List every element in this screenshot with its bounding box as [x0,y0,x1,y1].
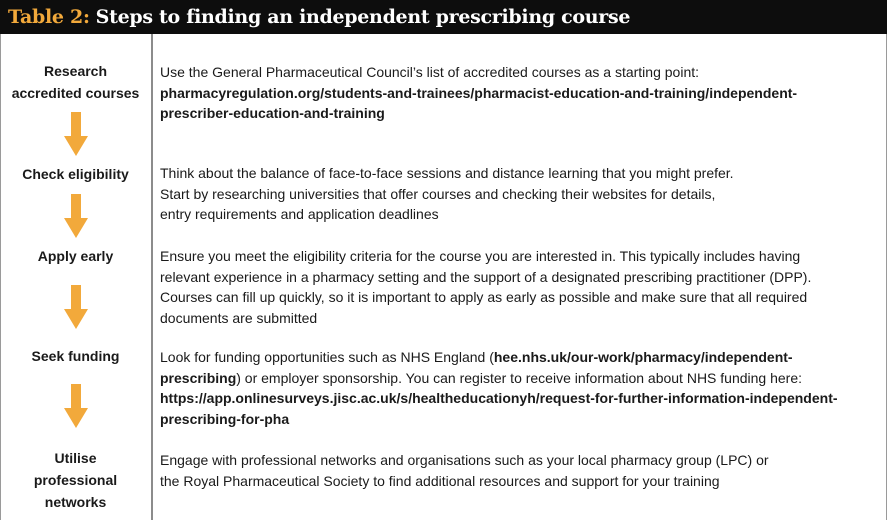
step-research-description [160,62,884,124]
step-seek-funding-description [160,347,884,429]
step-seek-funding [0,345,151,367]
step-utilise-networks [0,447,151,513]
description-line: Start by researching universities that offer courses and checking their websites for details, [160,185,716,202]
down-arrow-icon [64,112,88,156]
description-line: Courses can fill up quickly, so it is important to apply as early as possible and make sure that all required [160,289,808,305]
table-header [0,0,887,34]
step-label-line: professional [33,472,118,488]
step-apply-early [0,245,151,267]
gphc-link[interactable]: pharmacyregulation.org/students-and-trainees/pharmacist-education-and-training/independent- [160,84,798,101]
step-label-line: Utilise [54,450,97,466]
description-text: ) or employer sponsorship. You can register to receive information about NHS funding here: [236,369,803,386]
description-line: Engage with professional networks and organisations such as your local pharmacy group (LPC) or [160,452,769,468]
step-check-eligibility [0,163,151,185]
description-line: the Royal Pharmaceutical Society to find additional resources and support for your training [160,472,720,489]
step-check-eligibility-description [160,163,884,225]
description-line: relevant experience in a pharmacy setting and the support of a designated prescribing practitioner (DPP). [160,268,812,285]
step-label-line: accredited courses [11,85,140,101]
survey-link[interactable]: https://app.onlinesurveys.jisc.ac.uk/s/healtheducationyh/request-for-further-information-independent- [160,390,838,406]
step-label: Apply early [37,248,114,264]
hee-link[interactable]: hee.nhs.uk/our-work/pharmacy/independent- [493,349,793,365]
gphc-link-continued[interactable]: prescriber-education-and-training [160,105,385,121]
column-divider [151,34,153,520]
hee-link-continued[interactable]: prescribing [160,369,237,386]
down-arrow-icon [64,285,88,329]
step-label-line: networks [44,494,107,510]
step-research [0,60,151,104]
step-label: Check eligibility [22,166,129,182]
description-line: Use the General Pharmaceutical Council’s list of accredited courses as a starting point: [160,64,700,80]
description-text: Look for funding opportunities such as NHS England ( [160,349,494,365]
description-line: entry requirements and application deadlines [160,206,439,222]
down-arrow-icon [64,194,88,238]
description-line: Think about the balance of face-to-face sessions and distance learning that you might prefer. [160,165,734,181]
table-title: Steps to finding an independent prescribing course [95,6,631,28]
step-apply-early-description [160,246,884,328]
description-line: Ensure you meet the eligibility criteria for the course you are interested in. This typically includes having [160,248,801,264]
description-line [160,347,884,368]
step-label-line: Research [43,63,108,79]
step-utilise-networks-description [160,450,884,491]
table-number: Table 2: [8,6,90,28]
description-line: documents are submitted [160,309,318,326]
survey-link-continued[interactable]: prescribing-for-pha [160,410,290,427]
down-arrow-icon [64,384,88,428]
description-line [160,368,884,389]
step-label: Seek funding [31,348,120,364]
